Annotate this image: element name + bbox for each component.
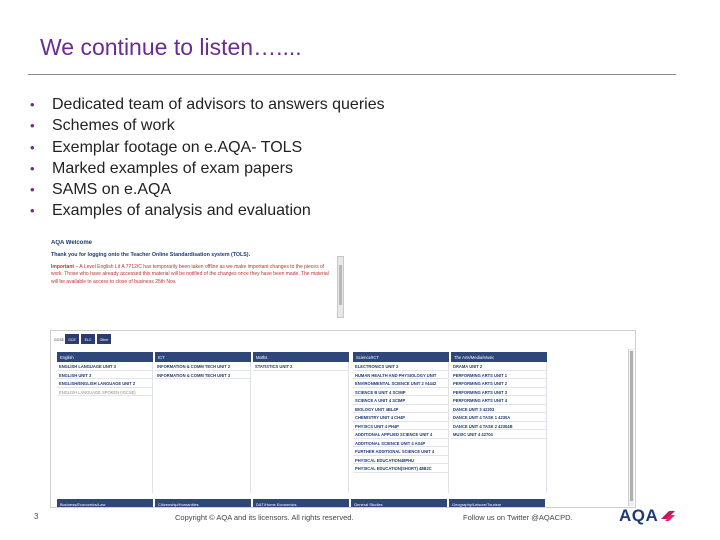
bullet-marker: •	[30, 139, 35, 155]
subject-link[interactable]: DRAMA UNIT 2	[451, 362, 546, 371]
subject-link[interactable]: ENGLISH LANGUAGE UNIT 3	[57, 362, 152, 371]
subject-link[interactable]: ADDITIONAL SCIENCE UNIT 4 AS4P	[353, 439, 448, 448]
bullet-item	[28, 115, 385, 136]
subject-link[interactable]: ELECTRONICS UNIT 2	[353, 362, 448, 371]
important-notice	[51, 264, 336, 286]
subject-link[interactable]: CHEMISTRY UNIT 4 CH4P	[353, 413, 448, 422]
bullet-text: Schemes of work	[52, 117, 175, 135]
column-body	[253, 362, 349, 493]
bullet-marker: •	[30, 160, 35, 176]
bullet-text: Examples of analysis and evaluation	[52, 202, 311, 220]
subject-link[interactable]: SCIENCE B UNIT 4 SCIMP	[353, 388, 448, 397]
bullet-item	[28, 137, 385, 158]
subject-link[interactable]: ENGLISH/ENGLISH LANGUAGE UNIT 2	[57, 379, 152, 388]
subject-column	[155, 352, 251, 493]
subject-link[interactable]: FURTHER ADDITIONAL SCIENCE UNIT 4	[353, 447, 448, 456]
subject-link[interactable]: DANCE UNIT 3 42303	[451, 405, 546, 414]
subject-link[interactable]: PERFORMING ARTS UNIT 4	[451, 396, 546, 405]
title-divider	[28, 74, 676, 75]
subject-column	[253, 352, 349, 493]
subject-link[interactable]: PHYSICS UNIT 4 PH4P	[353, 422, 448, 431]
bullet-text: Marked examples of exam papers	[52, 159, 293, 177]
column-body	[353, 362, 449, 493]
column-header[interactable]: Science/ICT	[353, 352, 449, 362]
subject-link[interactable]: HUMAN HEALTH AND PHYSIOLOGY UNIT	[353, 371, 448, 380]
category-header[interactable]: Geography/Leisure/Tourism	[449, 499, 545, 508]
panel-scrollbar[interactable]	[337, 256, 344, 318]
bullet-marker: •	[30, 118, 35, 134]
category-header[interactable]: Citizenship/Humanities	[155, 499, 251, 508]
subject-link[interactable]: ENGLISH LANGUAGE SPOKEN (IGCSE)	[57, 388, 152, 397]
subject-column	[57, 352, 153, 493]
twitter-follow-text: Follow us on Twitter @AQACPD.	[463, 513, 573, 522]
subject-column	[451, 352, 547, 493]
tab-elc[interactable]: ELC	[81, 334, 95, 344]
welcome-thanks: Thank you for logging onto the Teacher Online Standardisation system (TOLS).	[51, 252, 251, 258]
bullet-text: Dedicated team of advisors to answers queries	[52, 96, 385, 113]
slide-title: We continue to listen…....	[40, 34, 302, 60]
subject-link[interactable]: PHYSICAL EDUCATION48PHU	[353, 456, 448, 465]
bullet-marker: •	[30, 182, 35, 198]
logo-flag-icon	[661, 509, 675, 521]
subject-link[interactable]: PHYSICAL EDUCATION(SHORT) 48B2C	[353, 464, 448, 473]
qualification-tabs	[53, 334, 111, 344]
column-header[interactable]: ICT	[155, 352, 251, 362]
logo-text: AQA	[619, 506, 659, 525]
bullet-item	[28, 179, 385, 200]
category-header[interactable]: Business/Economics/Law	[57, 499, 153, 508]
bullet-item	[28, 94, 385, 115]
bullet-text: Exemplar footage on e.AQA- TOLS	[52, 138, 303, 156]
bullet-text: SAMS on e.AQA	[52, 181, 172, 199]
subject-link[interactable]: PERFORMING ARTS UNIT 3	[451, 388, 546, 397]
bullet-marker: •	[30, 203, 35, 219]
column-header[interactable]: English	[57, 352, 153, 362]
bullet-list	[28, 94, 385, 222]
subject-column	[353, 352, 449, 493]
subject-link[interactable]: PERFORMING ARTS UNIT 2	[451, 379, 546, 388]
column-body	[155, 362, 251, 493]
scrollbar-thumb[interactable]	[630, 351, 633, 501]
subject-link[interactable]: DANCE UNIT 4 TASK 2 42304B	[451, 422, 546, 431]
subject-link[interactable]: MUSIC UNIT 4 42704	[451, 430, 546, 439]
subject-link[interactable]: INFORMATION & COMM TECH UNIT 2	[155, 362, 250, 371]
subject-link[interactable]: ADDITIONAL APPLIED SCIENCE UNIT 4	[353, 430, 448, 439]
bullet-item	[28, 200, 385, 221]
tab-other[interactable]: Other	[97, 334, 111, 344]
important-text: – A Level English Lit A 7712/C has temporarily been taken offline as we make important changes to the pieces of work. Those who have already accessed this material will be notified of the changes once they have been made. The material will be available to access to close of business 25th Nov.	[51, 264, 329, 285]
subject-link[interactable]: DANCE UNIT 4 TASK 1 4230A	[451, 413, 546, 422]
subject-link[interactable]: BIOLOGY UNIT 4BL4P	[353, 405, 448, 414]
column-header[interactable]: Maths	[253, 352, 349, 362]
grid-scrollbar[interactable]	[628, 349, 634, 506]
subject-link[interactable]: ENGLISH UNIT 3	[57, 371, 152, 380]
welcome-heading: AQA Welcome	[51, 240, 93, 246]
important-label: Important	[51, 264, 75, 270]
subject-link[interactable]: PERFORMING ARTS UNIT 1	[451, 371, 546, 380]
scrollbar-thumb[interactable]	[339, 265, 342, 305]
subject-link[interactable]: INFORMATION & COMM TECH UNIT 3	[155, 371, 250, 380]
page-number: 3	[34, 512, 39, 521]
subject-link[interactable]: ENVIRONMENTAL SCIENCE UNIT 2 #4442	[353, 379, 448, 388]
subject-link[interactable]: SCIENCE A UNIT 4 SCIMP	[353, 396, 448, 405]
copyright-text: Copyright © AQA and its licensors. All rights reserved.	[175, 513, 354, 522]
column-header[interactable]: The Arts/Media/Music	[451, 352, 547, 362]
bullet-marker: •	[30, 97, 35, 112]
bullet-item	[28, 158, 385, 179]
subject-link[interactable]: STATISTICS UNIT 2	[253, 362, 348, 371]
tab-gcse[interactable]: GCSE	[53, 334, 63, 344]
column-body	[451, 362, 547, 493]
bottom-category-row	[57, 499, 545, 508]
welcome-panel-screenshot	[50, 240, 346, 320]
subject-grid-screenshot	[50, 330, 636, 508]
aqa-logo	[619, 506, 675, 526]
category-header[interactable]: D&T/Home Economics	[253, 499, 349, 508]
column-body	[57, 362, 153, 493]
tab-gce[interactable]: GCE	[65, 334, 79, 344]
category-header[interactable]: General Studies	[351, 499, 447, 508]
